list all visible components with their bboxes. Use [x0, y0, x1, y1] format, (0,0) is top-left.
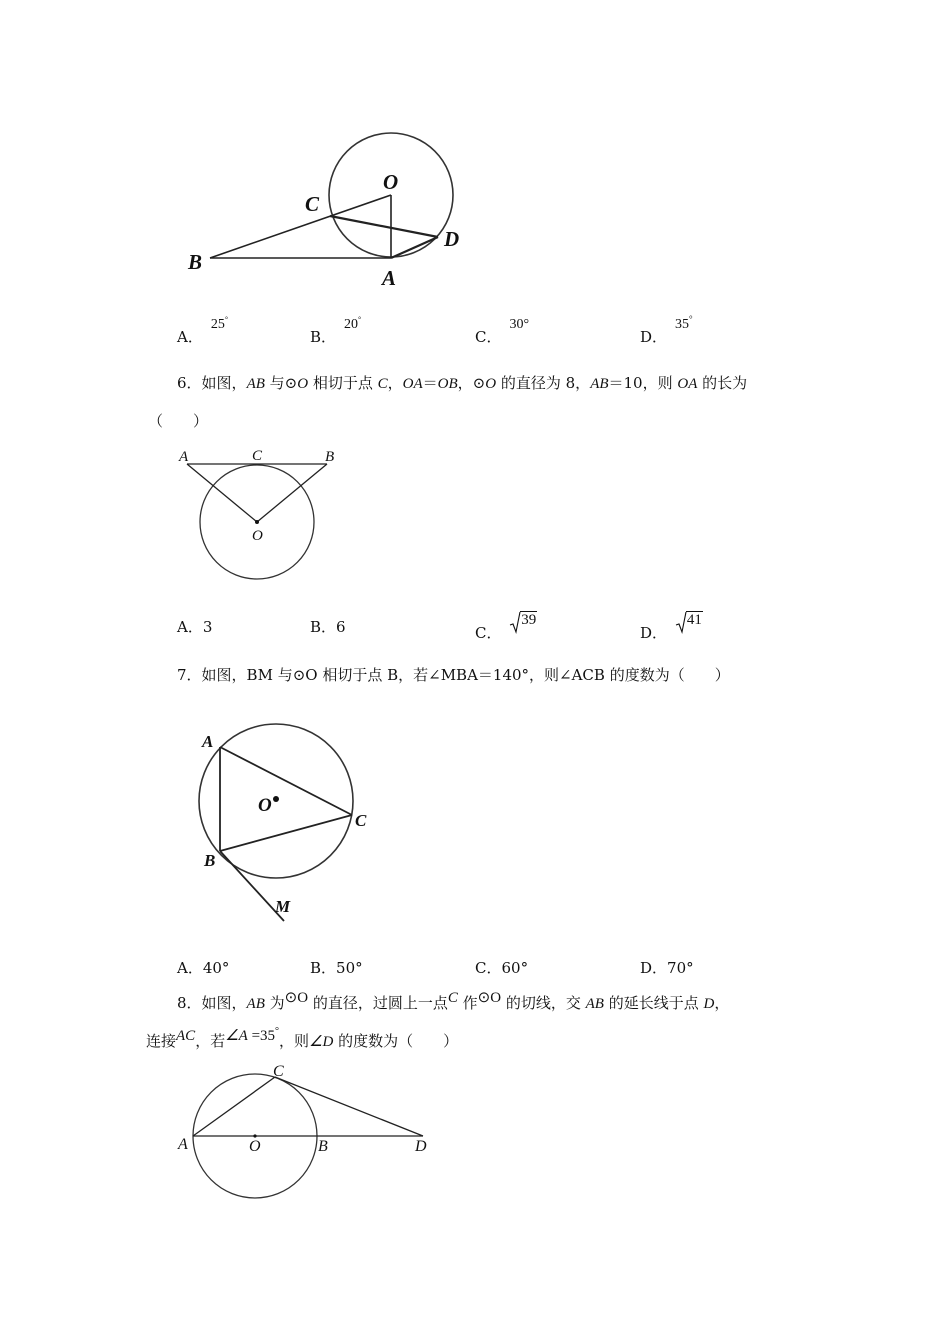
q5-option-c-letter: C． — [475, 328, 502, 346]
q7-stem: 7．如图，BM 与⊙O 相切于点 B，若∠MBA＝140°，则∠ACB 的度数为（ ） — [177, 666, 730, 684]
q5-option-a-letter: A． — [177, 328, 203, 346]
q5-line-CD — [330, 216, 438, 237]
q8-text: ，则 — [279, 1032, 310, 1050]
q6-text: ， — [387, 374, 403, 392]
sqrt-icon — [676, 612, 686, 634]
q6-label-C: C — [252, 448, 263, 464]
q6-option-d-value: 41 — [686, 612, 702, 628]
q7-option-c[interactable] — [475, 957, 528, 978]
q8-stem-line2 — [146, 1026, 459, 1051]
q5-option-c-value: 30° — [509, 317, 530, 332]
q5-option-a-value: 25 — [210, 317, 225, 332]
q7-option-a-value: 40° — [202, 959, 230, 977]
q6-math: AB — [246, 376, 265, 392]
q6-math: C — [377, 376, 388, 392]
q5-label-C: C — [305, 192, 320, 216]
q6-option-a-value: 3 — [202, 618, 213, 636]
q7-figure — [195, 715, 385, 925]
q6-math: OA — [402, 376, 423, 392]
q6-option-b-value: 6 — [336, 618, 346, 636]
q6-option-c-value: 39 — [521, 612, 537, 628]
q5-label-O: O — [383, 170, 399, 194]
q6-text: ＝10，则 — [608, 374, 678, 392]
q5-label-D: D — [444, 227, 460, 251]
q7-option-b-value: 50° — [336, 959, 363, 977]
q8-text: 的度数为（ ） — [333, 1032, 459, 1050]
q7-label-A: A — [202, 732, 214, 751]
q6-number: 6． — [177, 374, 202, 392]
q8-math: AB — [246, 996, 265, 1012]
q8-math: ⊙O — [284, 990, 309, 1006]
q6-text: 相切于点 — [308, 374, 378, 392]
q7-line-AC — [220, 747, 352, 815]
q7-option-d-value: 70° — [667, 959, 694, 977]
q5-line-AD — [391, 237, 438, 258]
q6-label-A: A — [179, 449, 189, 465]
q6-option-a-letter: A． — [177, 618, 203, 636]
q8-math: AB — [585, 996, 604, 1012]
q8-text: ， — [714, 994, 730, 1012]
q7-option-d[interactable] — [640, 957, 694, 978]
q8-math: ∠D — [309, 1034, 334, 1050]
q5-option-b-value: 20 — [344, 317, 359, 332]
q8-text: 8．如图， — [177, 994, 247, 1012]
q5-option-b[interactable] — [310, 315, 362, 347]
q8-text: 的直径，过圆上一点 — [308, 994, 448, 1012]
q8-label-B: B — [318, 1138, 328, 1155]
q6-option-d[interactable] — [640, 612, 703, 643]
q6-option-b-letter: B． — [310, 618, 337, 636]
q8-figure — [175, 1062, 440, 1207]
q6-math: O — [297, 376, 309, 392]
q6-math: O — [485, 376, 497, 392]
q8-line-AC — [193, 1077, 275, 1136]
q7-option-c-value: 60° — [501, 959, 529, 977]
q7-option-d-letter: D． — [640, 959, 668, 977]
q6-text: ，⊙ — [457, 374, 486, 392]
q6-center-dot — [255, 520, 259, 524]
q8-text: ，若 — [195, 1032, 226, 1050]
q8-line-CD — [275, 1077, 423, 1136]
q8-math: D — [703, 996, 715, 1012]
q6-text: 如图， — [201, 374, 247, 392]
q7-option-a[interactable] — [177, 957, 229, 978]
q5-option-d-letter: D． — [640, 328, 668, 346]
q7-line-BC — [220, 815, 352, 851]
q8-text: 作 — [457, 994, 478, 1012]
q6-line-OA — [187, 464, 257, 522]
q6-text: 的长为 — [697, 374, 748, 392]
q6-option-c-letter: C． — [475, 624, 502, 642]
q6-math: AB — [590, 376, 609, 392]
q6-text: 与⊙ — [264, 374, 298, 392]
q8-stem-line1 — [177, 992, 729, 1013]
q7-option-b[interactable] — [310, 957, 363, 978]
q7-option-a-letter: A． — [177, 959, 203, 977]
q6-label-O: O — [252, 528, 263, 544]
q6-text: 的直径为 8， — [496, 374, 591, 392]
q5-option-d[interactable] — [640, 314, 693, 347]
q8-math: ° — [275, 1026, 280, 1037]
q8-text: 连接 — [146, 1032, 177, 1050]
q8-math: ∠A — [225, 1028, 248, 1044]
q8-label-O: O — [249, 1138, 261, 1155]
q8-label-A: A — [178, 1136, 188, 1153]
q5-option-d-deg: ° — [689, 314, 693, 324]
q5-line-OB — [210, 195, 391, 258]
q8-text: 的延长线于点 — [603, 994, 704, 1012]
q5-option-d-value: 35 — [675, 317, 690, 332]
q6-line-OB — [257, 464, 327, 522]
q7-option-c-letter: C． — [475, 959, 502, 977]
q5-option-b-deg: ° — [358, 315, 362, 324]
q5-option-a[interactable] — [177, 315, 229, 347]
q8-math: ⊙O — [477, 990, 502, 1006]
q6-option-c[interactable] — [475, 612, 537, 643]
q7-label-O: O — [258, 795, 272, 816]
q8-text: 的切线，交 — [501, 994, 586, 1012]
q7-label-C: C — [355, 811, 367, 830]
q6-option-d-letter: D． — [640, 624, 668, 642]
q5-label-B: B — [188, 250, 203, 274]
q6-option-a[interactable] — [177, 616, 212, 637]
q6-math: OB — [437, 376, 458, 392]
q6-math: OA — [677, 376, 698, 392]
q8-math: =35 — [247, 1028, 276, 1044]
q7-label-M: M — [275, 897, 291, 916]
q5-option-a-deg: ° — [224, 315, 229, 324]
q7-label-B: B — [204, 851, 216, 870]
q5-option-c[interactable] — [475, 317, 530, 347]
q6-label-B: B — [325, 449, 335, 465]
q6-stem — [177, 372, 747, 393]
q5-figure — [180, 125, 480, 300]
q6-option-b[interactable] — [310, 616, 346, 637]
q8-text: 为 — [264, 994, 285, 1012]
q7-option-b-letter: B． — [310, 959, 337, 977]
q6-text: ＝ — [422, 374, 438, 392]
sqrt-icon — [510, 612, 520, 634]
q6-figure — [175, 445, 345, 585]
q8-label-C: C — [273, 1063, 284, 1080]
q8-math: AC — [176, 1028, 196, 1044]
q7-center-dot — [273, 796, 279, 802]
q5-option-b-letter: B． — [310, 328, 337, 346]
q8-label-D: D — [415, 1138, 427, 1155]
q8-math: C — [447, 990, 458, 1006]
q6-answer-paren: （ ） — [148, 412, 209, 430]
q5-label-A: A — [382, 266, 397, 290]
